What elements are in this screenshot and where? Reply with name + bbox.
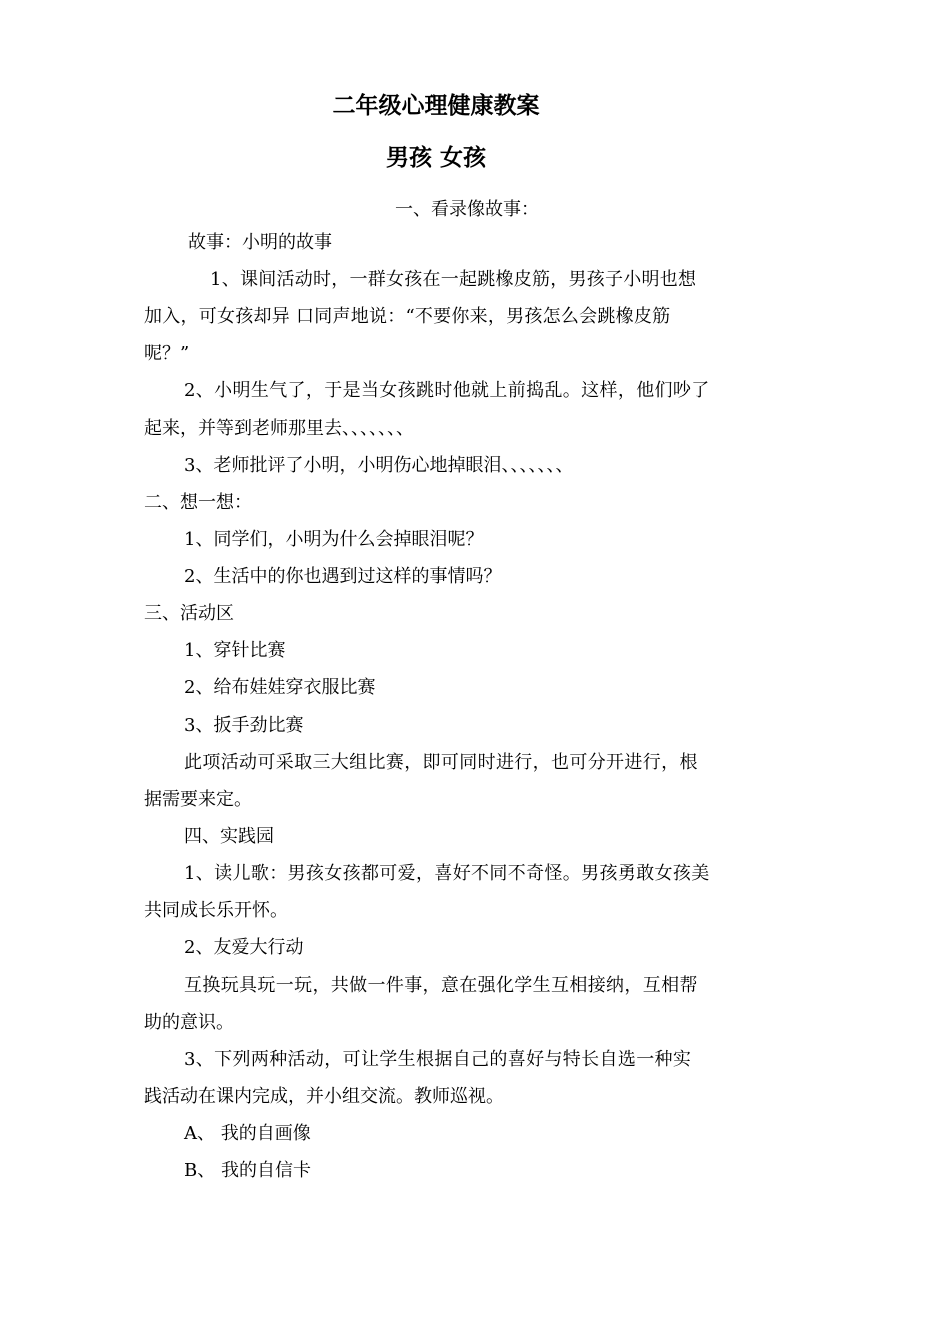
paragraph-line: 加入，可女孩却异 口同声地说：“不要你来，男孩怎么会跳橡皮筋: [144, 306, 671, 327]
section-heading-1: 一、看录像故事：: [395, 199, 539, 220]
paragraph-line: 共同成长乐开怀。: [144, 900, 288, 921]
list-item: 1、穿针比赛: [184, 640, 286, 661]
list-item: A、 我的自画像: [184, 1123, 311, 1144]
list-item: 1、同学们，小明为什么会掉眼泪呢？: [184, 529, 484, 550]
paragraph-line: 3、老师批评了小明，小明伤心地掉眼泪、、、、、、、: [184, 455, 574, 476]
paragraph-line: 践活动在课内完成，并小组交流。教师巡视。: [144, 1086, 504, 1107]
story-title: 故事：小明的故事: [188, 232, 332, 253]
paragraph-line: 3、下列两种活动，可让学生根据自己的喜好与特长自选一种实: [184, 1049, 692, 1070]
section-heading-4: 四、实践园: [184, 826, 274, 847]
paragraph-line: 助的意识。: [144, 1012, 234, 1033]
paragraph-line: 起来，并等到老师那里去、、、、、、、: [144, 418, 414, 439]
paragraph-line: 据需要来定。: [144, 789, 252, 810]
document-title: 二年级心理健康教案: [332, 92, 540, 119]
section-heading-3: 三、活动区: [144, 603, 234, 624]
paragraph-line: 1、读儿歌：男孩女孩都可爱，喜好不同不奇怪。男孩勇敢女孩美: [184, 863, 710, 884]
paragraph-line: 2、小明生气了，于是当女孩跳时他就上前捣乱。这样，他们吵了: [184, 380, 710, 401]
list-item: 2、友爱大行动: [184, 937, 304, 958]
section-heading-2: 二、想一想：: [144, 492, 252, 513]
list-item: 3、扳手劲比赛: [184, 715, 304, 736]
paragraph-line: 1、课间活动时，一群女孩在一起跳橡皮筋，男孩子小明也想: [210, 269, 697, 290]
document-subtitle: 男孩 女孩: [385, 144, 486, 171]
list-item: 2、给布娃娃穿衣服比赛: [184, 677, 376, 698]
paragraph-line: 此项活动可采取三大组比赛，即可同时进行，也可分开进行，根: [184, 752, 698, 773]
list-item: 2、生活中的你也遇到过这样的事情吗？: [184, 566, 502, 587]
paragraph-line: 互换玩具玩一玩，共做一件事，意在强化学生互相接纳，互相帮: [184, 975, 698, 996]
paragraph-line: 呢？”: [144, 343, 190, 364]
list-item: B、 我的自信卡: [184, 1160, 311, 1181]
